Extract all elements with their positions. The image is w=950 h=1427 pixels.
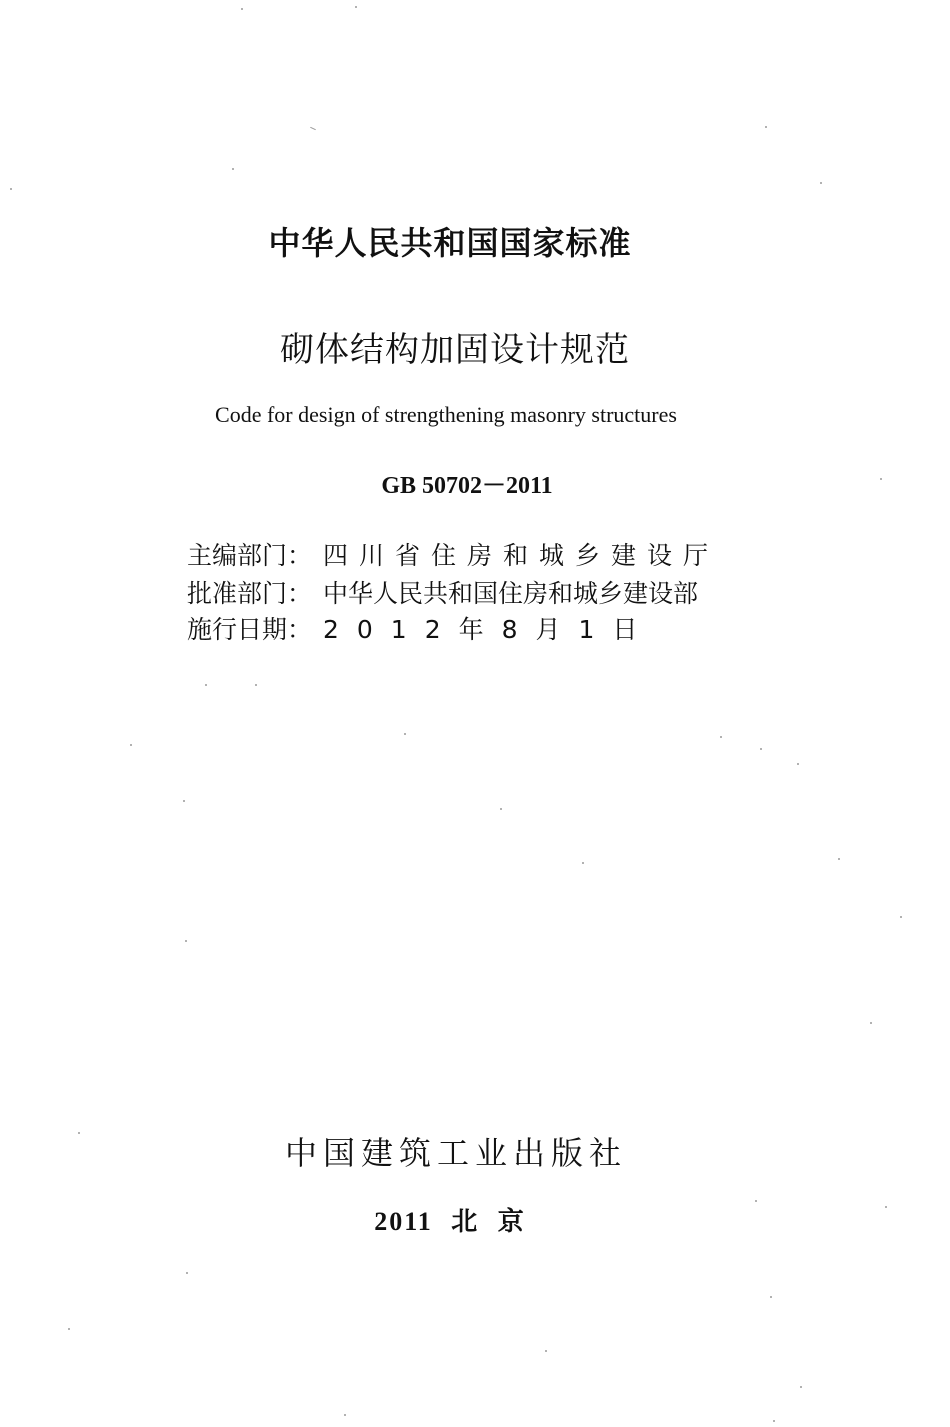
- title-english: Code for design of strengthening masonry structures: [215, 402, 677, 427]
- standard-series-heading: 中华人民共和国国家标准: [268, 224, 632, 262]
- title-chinese: 砌体结构加固设计规范: [280, 330, 630, 370]
- scan-speck: [183, 800, 185, 802]
- scan-speck: [344, 1414, 346, 1416]
- date-value: 2012年8月1日: [323, 615, 656, 644]
- scan-speck: [241, 8, 243, 10]
- meta-approver-row: [187, 574, 698, 610]
- scan-speck: [68, 1328, 70, 1330]
- scan-speck: [130, 744, 132, 746]
- scan-speck: [720, 736, 722, 738]
- standard-code: GB 50702－2011: [381, 473, 553, 499]
- approver-value: 中华人民共和国住房和城乡建设部: [323, 579, 699, 608]
- scan-speck: [185, 940, 187, 942]
- scan-speck: [760, 748, 762, 750]
- scan-speck: [186, 1272, 188, 1274]
- scan-speck: [355, 6, 357, 8]
- scan-speck: [10, 188, 12, 190]
- meta-editor-row: [187, 536, 719, 572]
- scan-speck: [770, 1296, 772, 1298]
- scan-speck: [205, 684, 207, 686]
- scan-speck: [545, 1350, 547, 1352]
- scan-speck: [773, 1420, 775, 1422]
- scan-speck: [582, 862, 584, 864]
- publisher-name: 中国建筑工业出版社: [284, 1134, 627, 1172]
- scan-speck: [255, 684, 257, 686]
- scan-speck: [310, 127, 316, 130]
- publication-year-place: 2011 北 京: [374, 1207, 526, 1236]
- scan-speck: [404, 733, 406, 735]
- meta-date-row: [187, 610, 655, 646]
- date-label: 施行日期：: [187, 615, 313, 644]
- scan-speck: [500, 808, 502, 810]
- scan-speck: [820, 182, 822, 184]
- scan-speck: [765, 126, 767, 128]
- scan-speck: [800, 1386, 802, 1388]
- scan-speck: [232, 168, 234, 170]
- scan-speck: [797, 763, 799, 765]
- editor-value: 四川省住房和城乡建设厅: [323, 541, 720, 570]
- scan-speck: [900, 916, 902, 918]
- editor-label: 主编部门：: [187, 541, 313, 570]
- scan-speck: [870, 1022, 872, 1024]
- approver-label: 批准部门：: [187, 579, 313, 608]
- scan-speck: [838, 858, 840, 860]
